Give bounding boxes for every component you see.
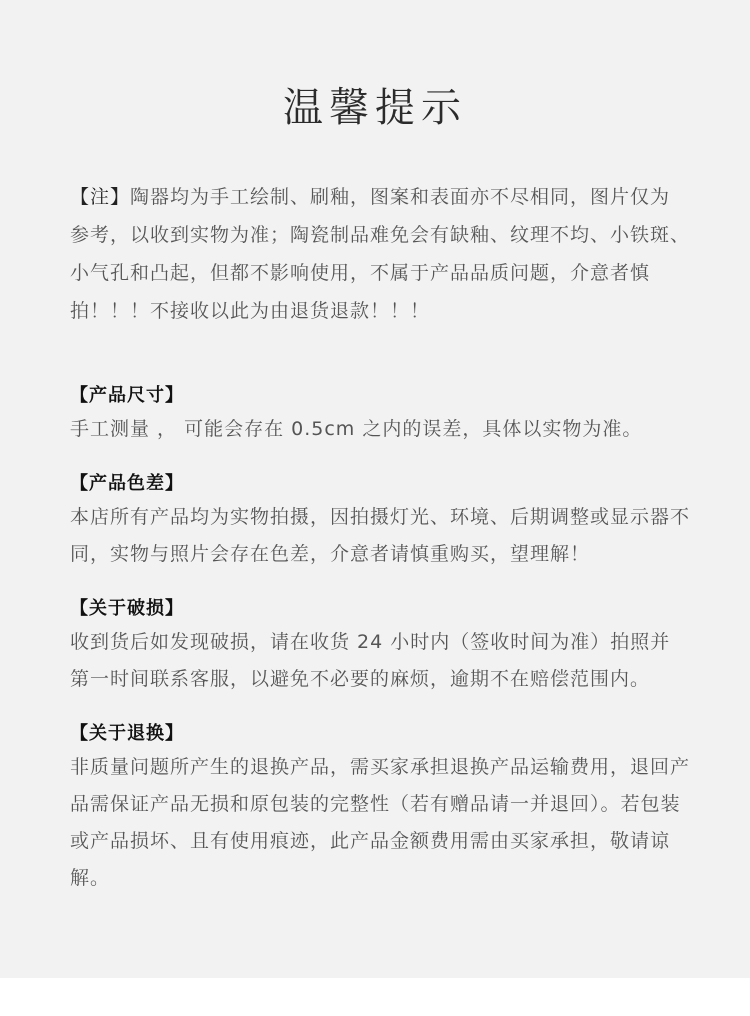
return-body: 非质量问题所产生的退换产品，需买家承担退换产品运输费用，退回产品需保证产品无损和原包装的完整性（若有赠品请一并退回）。若包装或产品损坏、且有使用痕迹，此产品金额费用需由买家承担，敬请谅解。 <box>70 756 691 889</box>
color-diff-heading: 【产品色差】 <box>70 473 184 494</box>
note-label: 【注】 <box>70 186 131 208</box>
color-diff-body: 本店所有产品均为实物拍摄，因拍摄灯光、环境、后期调整或显示器不同，实物与照片会存在色差，介意者请慎重购买，望理解！ <box>70 506 691 565</box>
return-heading: 【关于退换】 <box>70 723 184 744</box>
size-body: 手工测量 ， 可能会存在 0.5cm 之内的误差，具体以实物为准。 <box>70 418 643 440</box>
damage-heading: 【关于破损】 <box>70 598 184 619</box>
page-title: 温馨提示 <box>283 85 467 131</box>
damage-body: 收到货后如发现破损，请在收货 24 小时内（签收时间为准）拍照并第一时间联系客服，以避免不必要的麻烦，逾期不在赔偿范围内。 <box>70 631 671 690</box>
size-heading: 【产品尺寸】 <box>70 385 184 406</box>
note-text: 陶器均为手工绘制、刷釉，图案和表面亦不尽相同，图片仅为参考，以收到实物为准；陶瓷制品难免会有缺釉、纹理不均、小铁斑、小气孔和凸起，但都不影响使用，不属于产品品质问题，介意者慎拍！！！不接收以此为由退货退款！！！ <box>70 186 691 322</box>
note-paragraph <box>70 178 690 330</box>
